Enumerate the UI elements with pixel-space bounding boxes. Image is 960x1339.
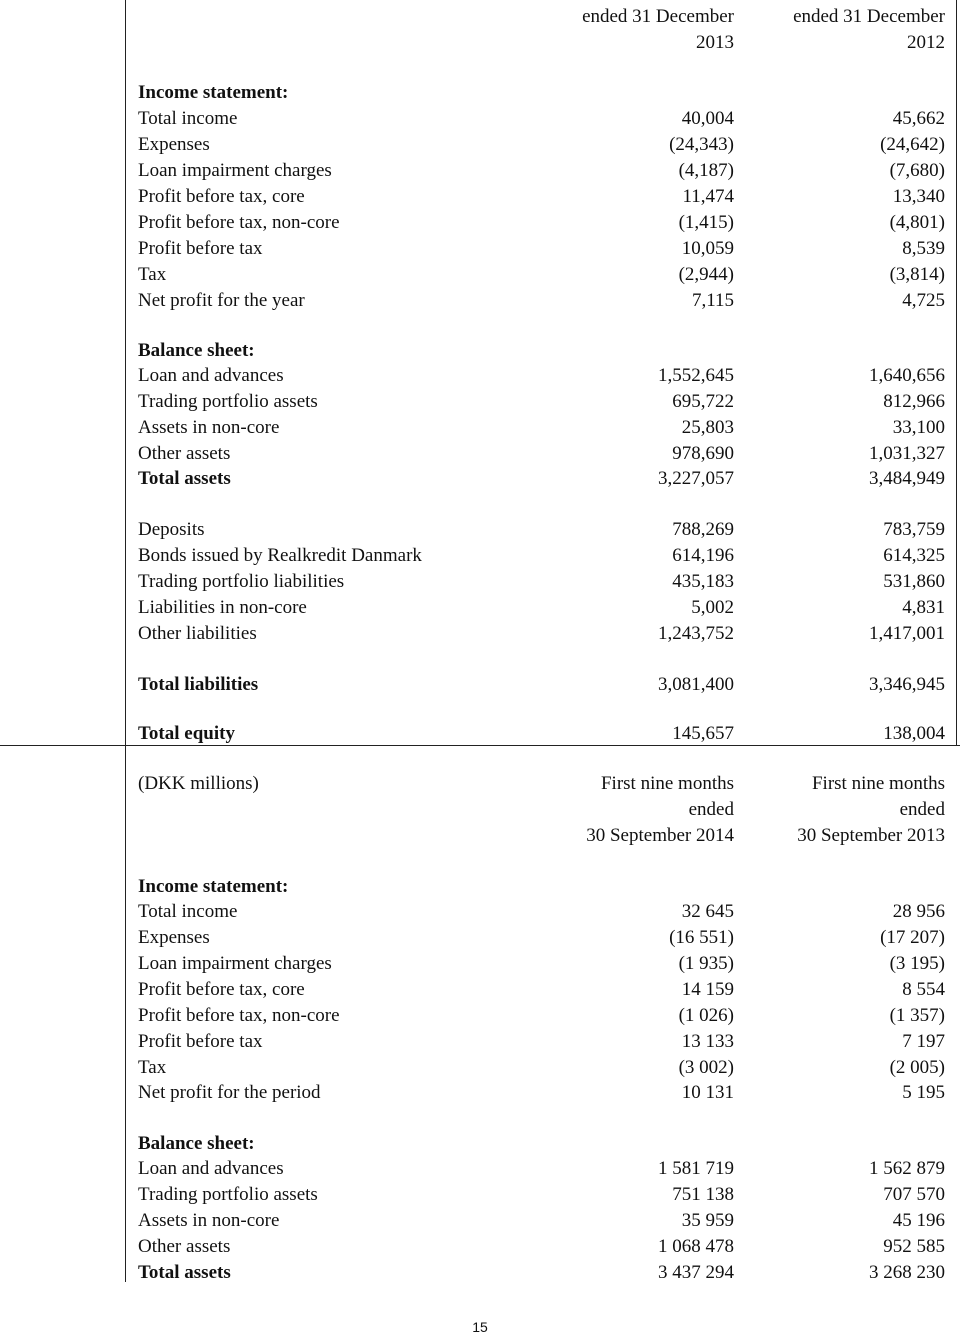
t1-row-label: Tax — [138, 264, 167, 285]
t1-row-v1: 7,115 — [691, 290, 734, 311]
t2-row-label: Loan impairment charges — [138, 953, 332, 974]
t1-col2-header-line1: ended 31 December — [793, 6, 945, 27]
t1-balance-heading: Balance sheet: — [138, 340, 255, 361]
t1-row-v2: 33,100 — [892, 417, 945, 438]
t1-row-v2: 45,662 — [892, 108, 945, 129]
t2-balance-heading: Balance sheet: — [138, 1133, 255, 1154]
t1-total-liabilities-label: Total liabilities — [138, 674, 259, 695]
t1-row-label: Liabilities in non-core — [138, 597, 307, 618]
t2-row-v1: (1 935) — [678, 953, 734, 974]
t1-row-v2: 1,640,656 — [869, 365, 945, 386]
t1-row-label: Assets in non-core — [138, 417, 280, 438]
t2-row-v1: 1 581 719 — [658, 1158, 734, 1179]
t1-row-v1: 435,183 — [672, 571, 734, 592]
t1-total-liabilities-v1: 3,081,400 — [658, 674, 734, 695]
t1-total-equity-v1: 145,657 — [672, 723, 734, 744]
t1-total-assets-label: Total assets — [138, 468, 231, 489]
t1-row-v2: 614,325 — [883, 545, 945, 566]
t2-row-label: Tax — [138, 1057, 167, 1078]
t1-row-v2: 8,539 — [902, 238, 945, 259]
t2-col2-header-line3: 30 September 2013 — [797, 825, 945, 846]
table1-right-border — [956, 0, 957, 745]
t2-row-v2: 45 196 — [892, 1210, 945, 1231]
t1-row-v1: 10,059 — [681, 238, 734, 259]
t2-total-assets-label: Total assets — [138, 1262, 231, 1283]
t2-row-v1: 751 138 — [672, 1184, 734, 1205]
t1-col1-header-line2: 2013 — [696, 32, 734, 53]
t1-row-v2: 812,966 — [883, 391, 945, 412]
t1-col2-header-line2: 2012 — [907, 32, 945, 53]
t2-row-label: Other assets — [138, 1236, 231, 1257]
t1-row-label: Trading portfolio assets — [138, 391, 318, 412]
t1-row-v1: 1,243,752 — [658, 623, 734, 644]
t2-row-v1: (3 002) — [678, 1057, 734, 1078]
t2-row-v2: 707 570 — [883, 1184, 945, 1205]
t1-row-label: Profit before tax, core — [138, 186, 305, 207]
t2-row-label: Loan and advances — [138, 1158, 284, 1179]
t1-row-v1: 25,803 — [681, 417, 734, 438]
t2-row-v2: 7 197 — [902, 1031, 945, 1052]
t2-col1-header-line1: First nine months — [600, 773, 734, 794]
t2-row-v2: (17 207) — [880, 927, 945, 948]
t2-row-v1: 35 959 — [681, 1210, 734, 1231]
t1-row-v2: (4,801) — [889, 212, 945, 233]
t1-row-v1: 40,004 — [681, 108, 734, 129]
t1-row-label: Other liabilities — [138, 623, 257, 644]
t1-total-equity-v2: 138,004 — [883, 723, 945, 744]
t2-total-assets-v1: 3 437 294 — [658, 1262, 734, 1283]
t1-row-v1: 1,552,645 — [658, 365, 734, 386]
t2-col1-header-line3: 30 September 2014 — [586, 825, 734, 846]
t1-row-label: Bonds issued by Realkredit Danmark — [138, 545, 422, 566]
page-number: 15 — [472, 1319, 488, 1335]
t1-row-v1: 695,722 — [672, 391, 734, 412]
t1-row-v2: 4,725 — [902, 290, 945, 311]
t1-row-v2: 783,759 — [883, 519, 945, 540]
t2-row-v1: 1 068 478 — [658, 1236, 734, 1257]
t1-row-v2: 13,340 — [892, 186, 945, 207]
t1-row-label: Loan impairment charges — [138, 160, 332, 181]
t2-row-label: Profit before tax, non-core — [138, 1005, 340, 1026]
t1-total-equity-label: Total equity — [138, 723, 235, 744]
t1-row-label: Loan and advances — [138, 365, 284, 386]
t1-row-label: Profit before tax, non-core — [138, 212, 340, 233]
t2-row-v2: (2 005) — [889, 1057, 945, 1078]
t1-row-label: Trading portfolio liabilities — [138, 571, 345, 592]
t1-row-v1: 978,690 — [672, 443, 734, 464]
t1-income-heading: Income statement: — [138, 82, 289, 103]
t2-row-v1: 10 131 — [681, 1082, 734, 1103]
t2-row-label: Trading portfolio assets — [138, 1184, 318, 1205]
t1-total-assets-v1: 3,227,057 — [658, 468, 734, 489]
t1-col1-header-line1: ended 31 December — [582, 6, 734, 27]
t2-row-v1: (16 551) — [669, 927, 734, 948]
t2-row-v2: 8 554 — [902, 979, 945, 1000]
t1-row-v2: 1,031,327 — [869, 443, 945, 464]
t1-row-v2: (24,642) — [880, 134, 945, 155]
t1-row-v1: 614,196 — [672, 545, 734, 566]
t2-total-assets-v2: 3 268 230 — [869, 1262, 945, 1283]
t2-row-label: Total income — [138, 901, 238, 922]
t2-row-v2: (3 195) — [889, 953, 945, 974]
t1-row-label: Expenses — [138, 134, 210, 155]
t1-row-label: Total income — [138, 108, 238, 129]
t1-total-assets-v2: 3,484,949 — [869, 468, 945, 489]
table-divider — [0, 745, 960, 746]
t1-row-v2: (7,680) — [889, 160, 945, 181]
t1-row-v1: (24,343) — [669, 134, 734, 155]
t1-total-liabilities-v2: 3,346,945 — [869, 674, 945, 695]
t2-row-v2: 28 956 — [892, 901, 945, 922]
t1-row-label: Profit before tax — [138, 238, 263, 259]
t1-row-v1: 5,002 — [691, 597, 734, 618]
t1-row-v1: (4,187) — [678, 160, 734, 181]
table1-left-border — [125, 0, 126, 745]
t2-row-v2: 1 562 879 — [869, 1158, 945, 1179]
t1-row-v1: 788,269 — [672, 519, 734, 540]
t2-row-label: Profit before tax — [138, 1031, 263, 1052]
t1-row-v2: 531,860 — [883, 571, 945, 592]
t1-row-v2: 1,417,001 — [869, 623, 945, 644]
t2-col1-header-line2: ended — [688, 799, 734, 820]
t1-row-label: Deposits — [138, 519, 205, 540]
t2-col2-header-line2: ended — [899, 799, 945, 820]
t2-col2-header-line1: First nine months — [811, 773, 945, 794]
t2-row-v2: (1 357) — [889, 1005, 945, 1026]
t2-row-v1: 32 645 — [681, 901, 734, 922]
t2-row-v1: 14 159 — [681, 979, 734, 1000]
t1-row-label: Net profit for the year — [138, 290, 305, 311]
t1-row-v1: (2,944) — [678, 264, 734, 285]
t1-row-v2: 4,831 — [902, 597, 945, 618]
t1-row-v2: (3,814) — [889, 264, 945, 285]
t2-row-label: Profit before tax, core — [138, 979, 305, 1000]
t2-row-label: Net profit for the period — [138, 1082, 321, 1103]
t2-unit-label: (DKK millions) — [138, 773, 259, 794]
t2-row-v2: 952 585 — [883, 1236, 945, 1257]
t2-row-v1: 13 133 — [681, 1031, 734, 1052]
t2-row-v2: 5 195 — [902, 1082, 945, 1103]
t1-row-v1: (1,415) — [678, 212, 734, 233]
t2-row-v1: (1 026) — [678, 1005, 734, 1026]
t1-row-label: Other assets — [138, 443, 231, 464]
t2-row-label: Assets in non-core — [138, 1210, 280, 1231]
t1-row-v1: 11,474 — [682, 186, 734, 207]
t2-income-heading: Income statement: — [138, 876, 289, 897]
t2-row-label: Expenses — [138, 927, 210, 948]
table2-left-border — [125, 746, 126, 1282]
